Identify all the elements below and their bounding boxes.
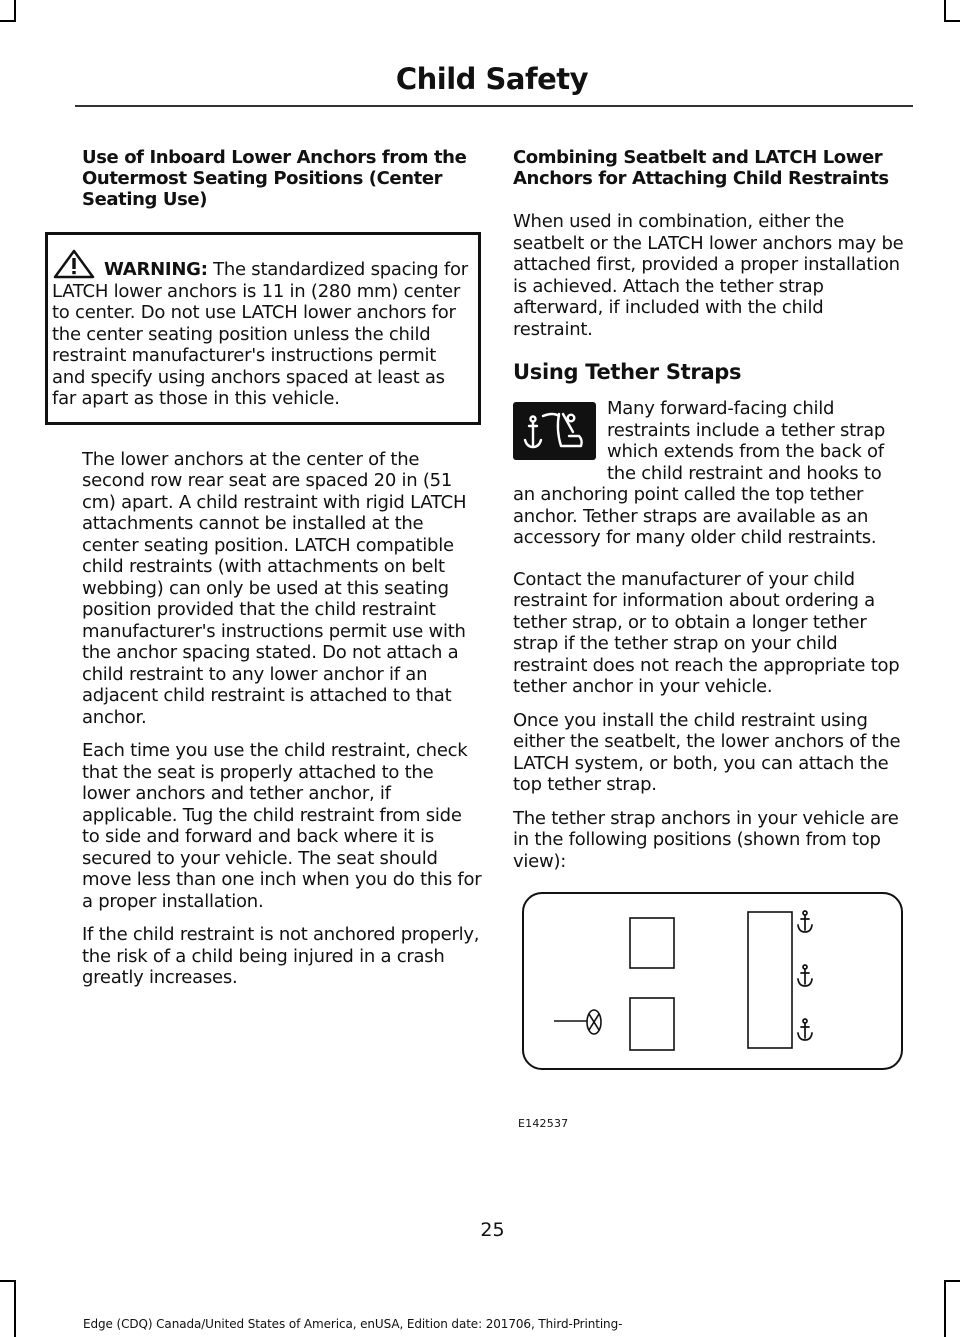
section-title: Using Tether Straps xyxy=(513,360,742,384)
front-seat-left xyxy=(630,998,674,1050)
left-column xyxy=(52,147,482,1001)
warning-text: The standardized spacing for LATCH lower anchors is 11 in (280 mm) center to center. Do not use LATCH lower anchors for the center seating position unless the child restraint manufacturer's instructions permit and specify using anchors spaced at least as far apart as those in this vehicle. xyxy=(52,259,468,409)
warning-paragraph xyxy=(52,249,474,410)
warning-box xyxy=(45,232,481,425)
body-paragraph: Once you install the child restraint using either the seatbelt, the lower anchors of the LATCH system, or both, you can attach the top tether strap. xyxy=(513,709,901,795)
crop-mark xyxy=(944,0,946,22)
body-paragraph: Each time you use the child restraint, check that the seat is properly attached to the lower anchors and tether anchor, if applicable. Tug the child restraint from side to side and forward and back where it is secured to your vehicle. The seat should move less than one inch when you do this for a proper installation. xyxy=(82,740,482,912)
crop-mark xyxy=(14,0,16,22)
page-title: Child Safety xyxy=(395,62,588,96)
right-column xyxy=(513,147,908,884)
crop-mark xyxy=(944,1280,946,1337)
header-divider xyxy=(75,105,913,107)
front-seat-right xyxy=(630,918,674,968)
warning-label: WARNING: xyxy=(104,259,208,280)
rear-bench-seat xyxy=(748,912,792,1048)
page-number: 25 xyxy=(480,1219,505,1241)
body-paragraph: If the child restraint is not anchored properly, the risk of a child being injured in a crash greatly increases. xyxy=(82,924,480,988)
crop-mark xyxy=(944,20,960,22)
anchor-icon xyxy=(798,965,812,986)
body-paragraph: When used in combination, either the seatbelt or the LATCH lower anchors may be attached first, provided a proper installation is achieved. Attach the tether strap afterward, if included with the child restraint. xyxy=(513,211,904,340)
body-paragraph: The lower anchors at the center of the second row rear seat are spaced 20 in (51 cm) apart. A child restraint with rigid LATCH attachments cannot be installed at the center seating position. LATCH compatible child restraints (with attachments on belt webbing) can only be used at this seating position provided that the child restraint manufacturer's instructions permit use with the anchor spacing stated. Do not attach a child restraint to any lower anchor if an adjacent child restraint is attached to that anchor. xyxy=(82,448,467,728)
crop-mark xyxy=(944,1280,960,1282)
warning-triangle-icon xyxy=(52,249,96,277)
child-seat-tether-icon xyxy=(513,402,596,460)
steering-wheel-icon xyxy=(554,1010,601,1034)
tether-anchor-diagram xyxy=(522,892,903,1070)
body-paragraph: Contact the manufacturer of your child restraint for information about ordering a tether strap, or to obtain a longer tether strap if the tether strap on your child restraint does not reach the appropriate top tether anchor in your vehicle. xyxy=(513,568,900,697)
anchor-icon xyxy=(798,911,812,932)
crop-mark xyxy=(14,1280,16,1337)
body-paragraph: The tether strap anchors in your vehicle are in the following positions (shown from top view): xyxy=(513,807,899,872)
figure-label: E142537 xyxy=(518,1117,569,1130)
section-heading: Use of Inboard Lower Anchors from the Outermost Seating Positions (Center Seating Use) xyxy=(82,147,467,210)
crop-mark xyxy=(0,20,16,22)
anchor-icon xyxy=(798,1019,812,1040)
crop-mark xyxy=(0,1280,16,1282)
section-heading: Combining Seatbelt and LATCH Lower Anchors for Attaching Child Restraints xyxy=(513,147,889,189)
footer-text: Edge (CDQ) Canada/United States of America, enUSA, Edition date: 201706, Third-Printing- xyxy=(83,1317,623,1331)
body-paragraph: Many forward-facing child restraints include a tether strap which extends from the back of the child restraint and hooks to an anchoring point called the top tether anchor. Tether straps are available as an accessory for many older child restraints. xyxy=(513,398,886,548)
